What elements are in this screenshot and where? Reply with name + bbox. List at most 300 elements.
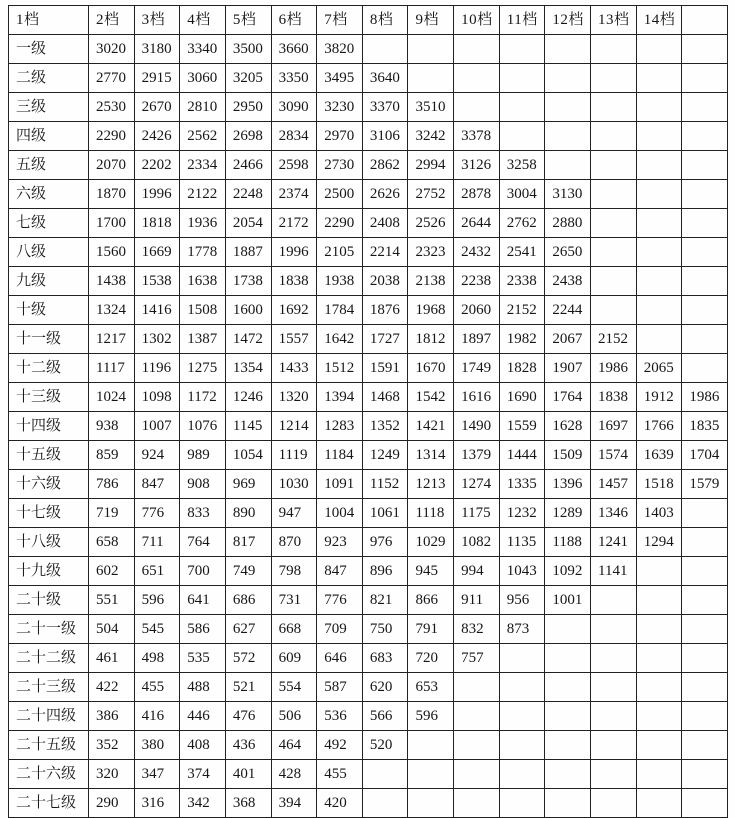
- table-cell: 1887: [225, 238, 271, 267]
- table-cell: [591, 586, 637, 615]
- row-label: 二十七级: [9, 789, 89, 818]
- table-cell: [682, 760, 728, 789]
- table-cell: 833: [180, 499, 226, 528]
- table-cell: [682, 209, 728, 238]
- table-cell: 653: [408, 673, 454, 702]
- table-row: [9, 64, 728, 93]
- table-cell: 1141: [591, 557, 637, 586]
- table-cell: 896: [362, 557, 408, 586]
- table-cell: [454, 789, 500, 818]
- table-cell: 3258: [499, 151, 545, 180]
- table-cell: 1907: [545, 354, 591, 383]
- table-cell: [636, 325, 682, 354]
- table-cell: [408, 731, 454, 760]
- table-cell: [591, 151, 637, 180]
- table-cell: [636, 586, 682, 615]
- table-row: [9, 470, 728, 499]
- table-cell: 620: [362, 673, 408, 702]
- table-cell: 521: [225, 673, 271, 702]
- table-cell: 1838: [271, 267, 317, 296]
- table-cell: 786: [89, 470, 135, 499]
- table-cell: [682, 64, 728, 93]
- table-cell: [682, 122, 728, 151]
- table-cell: 1835: [682, 412, 728, 441]
- row-label: 十五级: [9, 441, 89, 470]
- table-row: [9, 325, 728, 354]
- row-label: 十九级: [9, 557, 89, 586]
- table-cell: [591, 296, 637, 325]
- table-cell: 1600: [225, 296, 271, 325]
- table-cell: [545, 35, 591, 64]
- table-cell: 711: [134, 528, 180, 557]
- table-cell: [682, 499, 728, 528]
- table-cell: [499, 64, 545, 93]
- table-cell: [408, 64, 454, 93]
- grade-table: [8, 5, 728, 818]
- table-cell: [454, 93, 500, 122]
- table-cell: [545, 151, 591, 180]
- table-cell: [545, 93, 591, 122]
- table-cell: 492: [317, 731, 363, 760]
- table-cell: [682, 180, 728, 209]
- table-cell: 1838: [591, 383, 637, 412]
- table-cell: 1275: [180, 354, 226, 383]
- table-cell: 731: [271, 586, 317, 615]
- table-cell: [636, 122, 682, 151]
- table-cell: [499, 122, 545, 151]
- table-cell: [682, 789, 728, 818]
- table-cell: 1642: [317, 325, 363, 354]
- table-cell: 2172: [271, 209, 317, 238]
- table-cell: [682, 528, 728, 557]
- column-header: 3档: [134, 6, 180, 35]
- table-cell: [682, 267, 728, 296]
- table-cell: 1324: [89, 296, 135, 325]
- table-cell: [545, 122, 591, 151]
- row-label: 十二级: [9, 354, 89, 383]
- row-label: 十四级: [9, 412, 89, 441]
- table-cell: 572: [225, 644, 271, 673]
- table-cell: 2070: [89, 151, 135, 180]
- table-cell: 1175: [454, 499, 500, 528]
- table-cell: 374: [180, 760, 226, 789]
- table-cell: 709: [317, 615, 363, 644]
- table-cell: [682, 296, 728, 325]
- table-cell: 2060: [454, 296, 500, 325]
- table-cell: 1004: [317, 499, 363, 528]
- table-body: [9, 35, 728, 818]
- table-cell: [499, 673, 545, 702]
- row-label: 二十二级: [9, 644, 89, 673]
- table-cell: 1982: [499, 325, 545, 354]
- table-cell: [545, 64, 591, 93]
- table-cell: 2408: [362, 209, 408, 238]
- column-header: 13档: [591, 6, 637, 35]
- corner-header: 1档: [9, 6, 89, 35]
- table-cell: 1024: [89, 383, 135, 412]
- table-cell: 686: [225, 586, 271, 615]
- row-label: 四级: [9, 122, 89, 151]
- row-label: 二十五级: [9, 731, 89, 760]
- row-label: 二十四级: [9, 702, 89, 731]
- table-cell: [591, 93, 637, 122]
- table-row: [9, 209, 728, 238]
- column-header: 14档: [636, 6, 682, 35]
- table-cell: [454, 35, 500, 64]
- table-cell: 3230: [317, 93, 363, 122]
- table-row: [9, 499, 728, 528]
- table-cell: 2338: [499, 267, 545, 296]
- table-cell: [682, 354, 728, 383]
- header-row: [9, 6, 728, 35]
- table-row: [9, 238, 728, 267]
- table-cell: [591, 789, 637, 818]
- table-cell: 1396: [545, 470, 591, 499]
- column-header: 7档: [317, 6, 363, 35]
- table-cell: 1542: [408, 383, 454, 412]
- table-row: [9, 35, 728, 64]
- table-cell: 1828: [499, 354, 545, 383]
- table-cell: 1870: [89, 180, 135, 209]
- table-cell: 2202: [134, 151, 180, 180]
- table-cell: [682, 557, 728, 586]
- table-cell: 2323: [408, 238, 454, 267]
- table-cell: 3820: [317, 35, 363, 64]
- table-cell: 3020: [89, 35, 135, 64]
- table-cell: 976: [362, 528, 408, 557]
- table-row: [9, 644, 728, 673]
- table-cell: 1082: [454, 528, 500, 557]
- table-cell: 658: [89, 528, 135, 557]
- table-cell: 1076: [180, 412, 226, 441]
- table-cell: 3510: [408, 93, 454, 122]
- row-label: 九级: [9, 267, 89, 296]
- table-cell: [682, 673, 728, 702]
- table-cell: [362, 760, 408, 789]
- table-cell: 3242: [408, 122, 454, 151]
- table-cell: 1241: [591, 528, 637, 557]
- table-cell: [682, 35, 728, 64]
- table-cell: 764: [180, 528, 226, 557]
- table-cell: 1054: [225, 441, 271, 470]
- table-cell: 641: [180, 586, 226, 615]
- table-cell: 1876: [362, 296, 408, 325]
- table-cell: 2950: [225, 93, 271, 122]
- table-cell: 1188: [545, 528, 591, 557]
- table-cell: [682, 151, 728, 180]
- table-cell: 1246: [225, 383, 271, 412]
- table-cell: [591, 64, 637, 93]
- table-cell: 3495: [317, 64, 363, 93]
- table-cell: 1283: [317, 412, 363, 441]
- table-cell: 1274: [454, 470, 500, 499]
- row-label: 七级: [9, 209, 89, 238]
- table-cell: 750: [362, 615, 408, 644]
- table-cell: 3060: [180, 64, 226, 93]
- table-cell: 3370: [362, 93, 408, 122]
- table-cell: 3205: [225, 64, 271, 93]
- table-cell: 1591: [362, 354, 408, 383]
- table-cell: 488: [180, 673, 226, 702]
- table-cell: 1766: [636, 412, 682, 441]
- table-cell: 476: [225, 702, 271, 731]
- table-cell: 2214: [362, 238, 408, 267]
- table-cell: 2238: [454, 267, 500, 296]
- table-cell: 890: [225, 499, 271, 528]
- row-label: 八级: [9, 238, 89, 267]
- table-cell: [591, 644, 637, 673]
- table-cell: 586: [180, 615, 226, 644]
- table-cell: [636, 64, 682, 93]
- table-cell: 609: [271, 644, 317, 673]
- table-cell: 2438: [545, 267, 591, 296]
- table-cell: 587: [317, 673, 363, 702]
- table-cell: 1354: [225, 354, 271, 383]
- table-cell: 2065: [636, 354, 682, 383]
- table-cell: 2970: [317, 122, 363, 151]
- column-header: 8档: [362, 6, 408, 35]
- table-cell: 1697: [591, 412, 637, 441]
- table-cell: [545, 615, 591, 644]
- table-cell: 2244: [545, 296, 591, 325]
- table-cell: [362, 35, 408, 64]
- table-cell: 1669: [134, 238, 180, 267]
- table-cell: 2138: [408, 267, 454, 296]
- table-cell: 2878: [454, 180, 500, 209]
- column-header: 2档: [89, 6, 135, 35]
- table-cell: 776: [317, 586, 363, 615]
- table-cell: 1700: [89, 209, 135, 238]
- table-cell: [499, 702, 545, 731]
- table-cell: 870: [271, 528, 317, 557]
- table-cell: 1145: [225, 412, 271, 441]
- table-cell: 2152: [499, 296, 545, 325]
- row-label: 十级: [9, 296, 89, 325]
- table-cell: 394: [271, 789, 317, 818]
- table-cell: 1043: [499, 557, 545, 586]
- table-cell: 1214: [271, 412, 317, 441]
- table-cell: 416: [134, 702, 180, 731]
- table-cell: 859: [89, 441, 135, 470]
- table-cell: 2644: [454, 209, 500, 238]
- table-cell: 1778: [180, 238, 226, 267]
- table-cell: 646: [317, 644, 363, 673]
- row-label: 十一级: [9, 325, 89, 354]
- table-cell: 866: [408, 586, 454, 615]
- table-cell: 2248: [225, 180, 271, 209]
- table-cell: 2770: [89, 64, 135, 93]
- table-cell: 2834: [271, 122, 317, 151]
- column-header: 4档: [180, 6, 226, 35]
- table-cell: [636, 267, 682, 296]
- table-row: [9, 180, 728, 209]
- table-cell: 1559: [499, 412, 545, 441]
- table-cell: 3660: [271, 35, 317, 64]
- table-cell: 720: [408, 644, 454, 673]
- table-cell: 1433: [271, 354, 317, 383]
- table-cell: 2730: [317, 151, 363, 180]
- table-cell: [636, 93, 682, 122]
- table-cell: [545, 644, 591, 673]
- table-cell: [499, 760, 545, 789]
- table-cell: [591, 731, 637, 760]
- table-cell: [636, 615, 682, 644]
- table-cell: [545, 702, 591, 731]
- table-cell: 2067: [545, 325, 591, 354]
- table-cell: 3106: [362, 122, 408, 151]
- table-cell: 2038: [362, 267, 408, 296]
- table-cell: 1764: [545, 383, 591, 412]
- table-cell: 938: [89, 412, 135, 441]
- table-cell: 506: [271, 702, 317, 731]
- table-cell: 1029: [408, 528, 454, 557]
- table-cell: [545, 789, 591, 818]
- table-row: [9, 731, 728, 760]
- table-cell: 1670: [408, 354, 454, 383]
- table-cell: 3500: [225, 35, 271, 64]
- table-cell: 1704: [682, 441, 728, 470]
- table-cell: 2650: [545, 238, 591, 267]
- table-cell: [636, 151, 682, 180]
- column-header: 5档: [225, 6, 271, 35]
- table-cell: [591, 122, 637, 151]
- table-cell: [499, 93, 545, 122]
- table-cell: 2994: [408, 151, 454, 180]
- table-cell: 1314: [408, 441, 454, 470]
- table-cell: 956: [499, 586, 545, 615]
- table-cell: 2290: [89, 122, 135, 151]
- table-cell: 1749: [454, 354, 500, 383]
- table-cell: 1628: [545, 412, 591, 441]
- table-cell: 1468: [362, 383, 408, 412]
- table-cell: 2915: [134, 64, 180, 93]
- table-cell: 1416: [134, 296, 180, 325]
- table-cell: [591, 180, 637, 209]
- table-cell: 1320: [271, 383, 317, 412]
- table-cell: 994: [454, 557, 500, 586]
- table-cell: [499, 731, 545, 760]
- table-cell: 911: [454, 586, 500, 615]
- table-cell: 719: [89, 499, 135, 528]
- table-cell: 1812: [408, 325, 454, 354]
- table-cell: 817: [225, 528, 271, 557]
- table-cell: [408, 789, 454, 818]
- table-cell: 1091: [317, 470, 363, 499]
- table-cell: 1639: [636, 441, 682, 470]
- table-cell: [682, 702, 728, 731]
- table-cell: 2530: [89, 93, 135, 122]
- table-cell: 1117: [89, 354, 135, 383]
- table-cell: 2105: [317, 238, 363, 267]
- table-cell: 1217: [89, 325, 135, 354]
- table-cell: 2810: [180, 93, 226, 122]
- table-cell: 2374: [271, 180, 317, 209]
- table-cell: 464: [271, 731, 317, 760]
- table-cell: [636, 35, 682, 64]
- table-cell: 1118: [408, 499, 454, 528]
- table-cell: 1472: [225, 325, 271, 354]
- table-cell: 847: [317, 557, 363, 586]
- table-cell: 436: [225, 731, 271, 760]
- table-cell: 290: [89, 789, 135, 818]
- table-cell: 1294: [636, 528, 682, 557]
- table-cell: 1574: [591, 441, 637, 470]
- table-cell: [591, 35, 637, 64]
- table-cell: 1996: [134, 180, 180, 209]
- table-cell: [682, 325, 728, 354]
- table-cell: 1727: [362, 325, 408, 354]
- table-cell: 596: [408, 702, 454, 731]
- table-cell: 2122: [180, 180, 226, 209]
- table-cell: 1690: [499, 383, 545, 412]
- row-label: 二十六级: [9, 760, 89, 789]
- table-cell: 320: [89, 760, 135, 789]
- table-cell: 536: [317, 702, 363, 731]
- table-cell: 683: [362, 644, 408, 673]
- table-cell: 461: [89, 644, 135, 673]
- table-cell: 947: [271, 499, 317, 528]
- table-cell: 1579: [682, 470, 728, 499]
- table-cell: 2541: [499, 238, 545, 267]
- table-cell: 2290: [317, 209, 363, 238]
- column-header: 11档: [499, 6, 545, 35]
- table-cell: 832: [454, 615, 500, 644]
- table-cell: 2526: [408, 209, 454, 238]
- table-cell: 2562: [180, 122, 226, 151]
- table-cell: 1538: [134, 267, 180, 296]
- table-cell: 791: [408, 615, 454, 644]
- table-row: [9, 354, 728, 383]
- table-cell: 627: [225, 615, 271, 644]
- column-header: 6档: [271, 6, 317, 35]
- table-cell: 1784: [317, 296, 363, 325]
- table-cell: [682, 93, 728, 122]
- table-cell: 1092: [545, 557, 591, 586]
- table-cell: 1352: [362, 412, 408, 441]
- row-label: 一级: [9, 35, 89, 64]
- table-cell: 1302: [134, 325, 180, 354]
- table-row: [9, 122, 728, 151]
- table-cell: 1184: [317, 441, 363, 470]
- table-cell: 1030: [271, 470, 317, 499]
- table-cell: [454, 64, 500, 93]
- table-cell: 1403: [636, 499, 682, 528]
- table-cell: [545, 673, 591, 702]
- table-row: [9, 296, 728, 325]
- table-cell: 1996: [271, 238, 317, 267]
- table-cell: 969: [225, 470, 271, 499]
- table-cell: [499, 644, 545, 673]
- table-cell: [682, 615, 728, 644]
- table-cell: 847: [134, 470, 180, 499]
- table-cell: 668: [271, 615, 317, 644]
- table-row: [9, 267, 728, 296]
- table-cell: 545: [134, 615, 180, 644]
- table-cell: 380: [134, 731, 180, 760]
- table-cell: [591, 760, 637, 789]
- row-label: 六级: [9, 180, 89, 209]
- table-row: [9, 615, 728, 644]
- table-cell: [591, 673, 637, 702]
- table-cell: 3378: [454, 122, 500, 151]
- table-cell: 368: [225, 789, 271, 818]
- table-cell: [636, 673, 682, 702]
- table-cell: [591, 238, 637, 267]
- table-cell: 1394: [317, 383, 363, 412]
- table-cell: 873: [499, 615, 545, 644]
- table-row: [9, 441, 728, 470]
- table-cell: 1638: [180, 267, 226, 296]
